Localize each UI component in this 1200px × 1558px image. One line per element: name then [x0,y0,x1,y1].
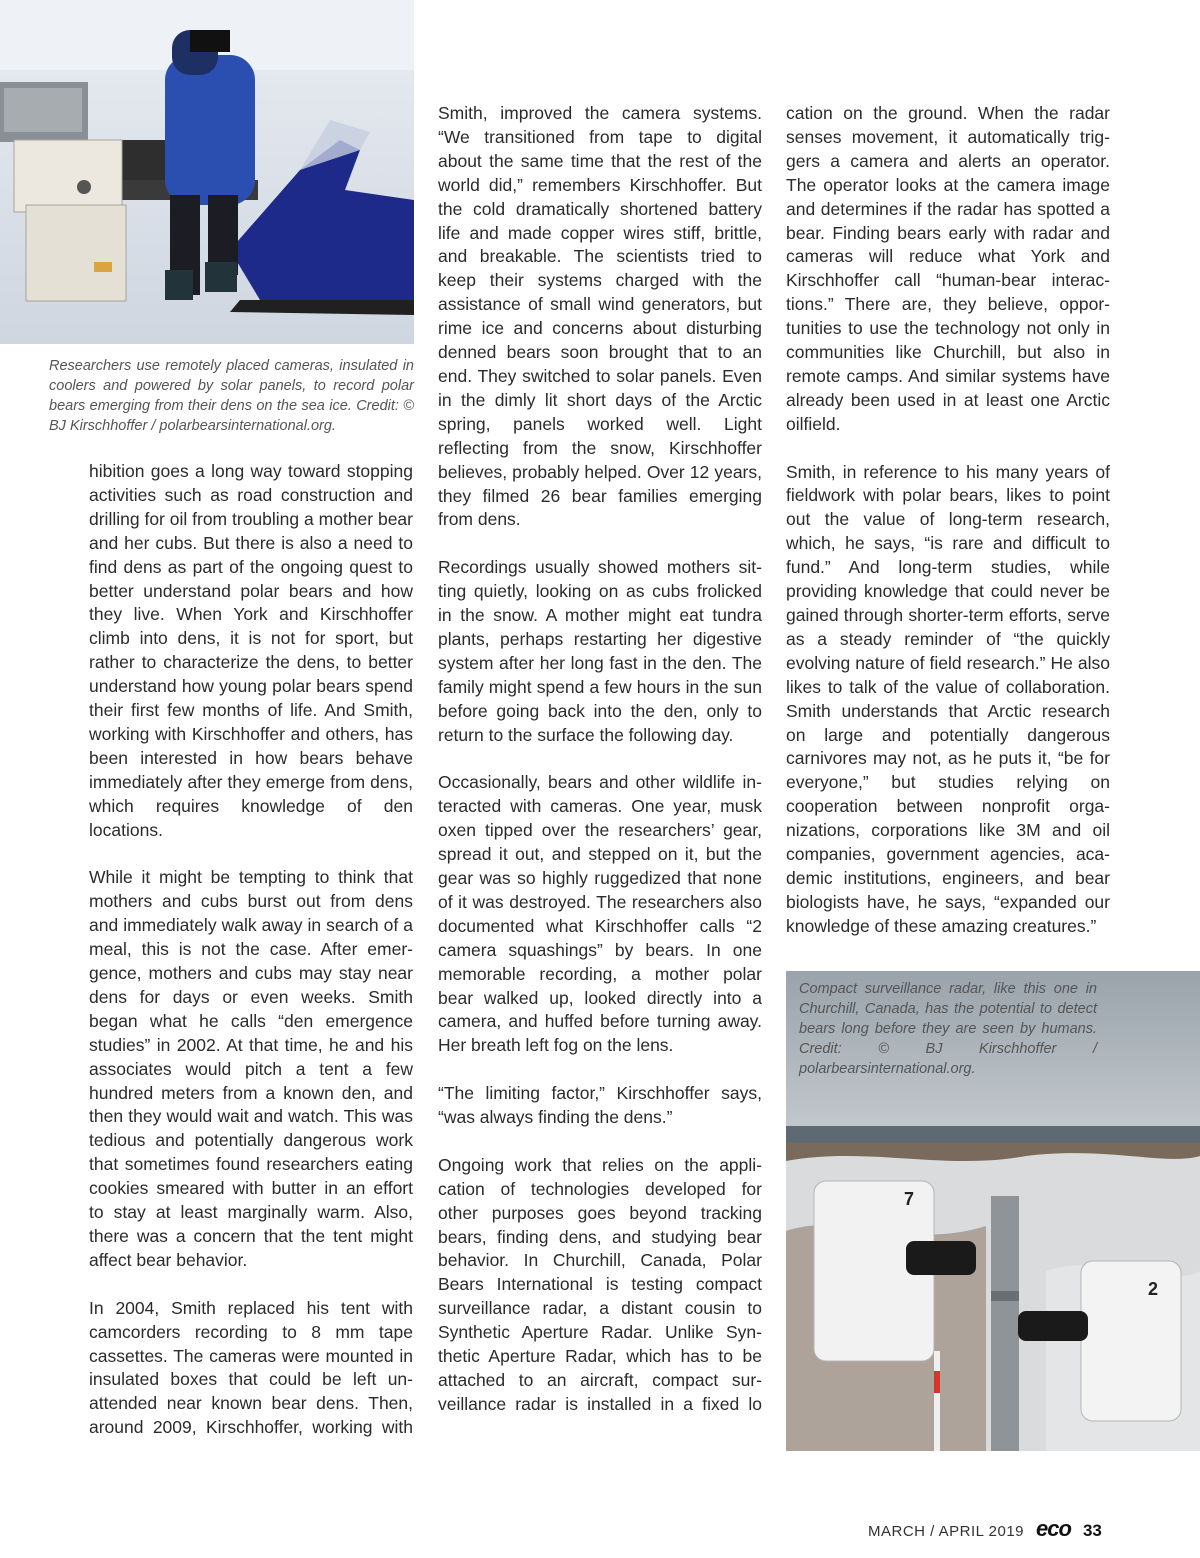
paragraph: “The limiting factor,” Kirschhoffer says, “was always finding the dens.” [438,1083,762,1128]
page-footer [868,1516,1102,1540]
paragraph: While it might be tempting to think that mothers and cubs burst out from dens and immediately walk away in search of a meal, this is not the case. After emergence, mothers and cubs may stay near dens for days or even weeks. Smith began what he calls “den emergence studies” in 2002. At that time, he and his associates would pitch a tent a few hundred meters from a known den, and then they would wait and watch. This was tedious and potentially dangerous work that sometimes found researchers eating cookies smeared with butter in an effort to stay at least marginally warm. Also, there was a concern that the tent might affect bear behavior. [89,867,413,1270]
paragraph: Occasionally, bears and other wildlife interacted with cameras. One year, musk oxen tipped over the researchers’ gear, spread it out, and stepped on it, but the gear was so highly ruggedized that none of it was destroyed. The researchers also documented what Kirschhoffer calls “2 camera squashings” by bears. In one memorable recording, a mother polar bear walked up, looked directly into a camera, and huffed before turning away. Her breath left fog on the lens. [438,772,762,1056]
issue-date: MARCH / APRIL 2019 [868,1523,1025,1540]
paragraph: cation on the ground. When the radar senses movement, it automatically triggers a camera and alerts an operator. The operator looks at the camera image and determines if the radar has spotted a bear. Finding bears early with radar and cameras will reduce what York and Kirschhoffer call “human-bear interactions.” There are, they believe, opportunities to use the technology not only in communities like Churchill, but also in remote camps. And similar systems have already been used in at least one Arctic oilfield. [786,103,1110,434]
paragraph: hibition goes a long way toward stopping activities such as road construction and drilling for oil from troubling a mother bear and her cubs. But there is also a need to find dens as part of the ongoing quest to better understand polar bears and how they live. When York and Kirschhoffer climb into dens, it is not for sport, but rather to characterize the dens, to better understand how young polar bears spend their first few months of life. And Smith, working with Kirschhoffer and others, has been interested in how bears behave immediately after they emerge from dens, which requires knowledge of den locations. [89,461,413,840]
radar-unit-label: 2 [1148,1279,1159,1299]
page-number: 33 [1082,1521,1102,1540]
radar-unit-label: 7 [904,1189,915,1209]
article-column-2 [438,102,762,1441]
paragraph: Smith, in reference to his many years of fieldwork with polar bears, likes to point out the value of long-term research, which, he says, “is rare and difficult to fund.” And long-term studies, while providing knowledge that could never be gained through shorter-term efforts, serve as a steady reminder of “the quickly evolving nature of field research.” He also likes to talk of the value of collaboration. Smith understands that Arctic research on large and potentially dangerous carnivores may not, as he puts it, “be for everyone,” but studies relying on cooperation between nonprofit organizations, corporations like 3M and oil companies, government agencies, academic institutions, engineers, and bear biologists have, he says, “expanded our knowledge of these amazing creatures.” [786,461,1110,936]
article-column-1 [89,460,413,1464]
paragraph: Recordings usually showed mothers sitting quietly, looking on as cubs frolicked in the snow. A mother might eat tundra plants, perhaps restarting her digestive system after her long fast in the den. The family might spend a few hours in the sun before going back into the den, only to return to the surface the following day. [438,557,762,745]
researcher-photo [0,0,414,344]
paragraph: Ongoing work that relies on the application of technologies developed for other purposes goes beyond tracking bears, finding dens, and studying bear behavior. In Churchill, Canada, Polar Bears International is testing compact surveillance radar, a distant cousin to Synthetic Aperture Radar. Unlike Synthetic Aperture Radar, which has to be attached to an aircraft, compact surveillance radar is installed in a fixed lo [438,1154,762,1414]
paragraph: In 2004, Smith replaced his tent with camcorders recording to 8 mm tape cassettes. The cameras were mounted in insulated boxes that could be left unattended near known bear dens. Then, around 2009, Kirschhoffer, working with [89,1297,413,1438]
radar-photo-caption: Compact surveillance radar, like this one in Churchill, Canada, has the potential to detect bears long before they are seen by humans. Credit: © BJ Kirschhoffer / polarbearsinternational.org. [799,981,1097,1077]
top-photo-caption: Researchers use remotely placed cameras, insulated in coolers and powered by solar panels, to record polar bears emerging from their dens on the sea ice. Credit: © BJ Kirschhoffer / polarbearsinternational.org. [49,358,414,434]
magazine-logo: eco [1036,1516,1071,1541]
paragraph: Smith, improved the camera systems. “We transitioned from tape to digital about the same time that the rest of the world did,” remembers Kirschhoffer. But the cold dramatically shortened battery life and made copper wires stiff, brittle, and breakable. The scientists tried to keep their systems charged with the assistance of small wind generators, but rime ice and concerns about disturbing denned bears soon brought that to an end. They switched to solar panels. Even in the dimly lit short days of the Arctic spring, panels worked well. Light reflecting from the snow, Kirschhoffer believes, probably helped. Over 12 years, they filmed 26 bear families emerging from dens. [438,103,762,530]
article-column-3 [786,102,1110,963]
